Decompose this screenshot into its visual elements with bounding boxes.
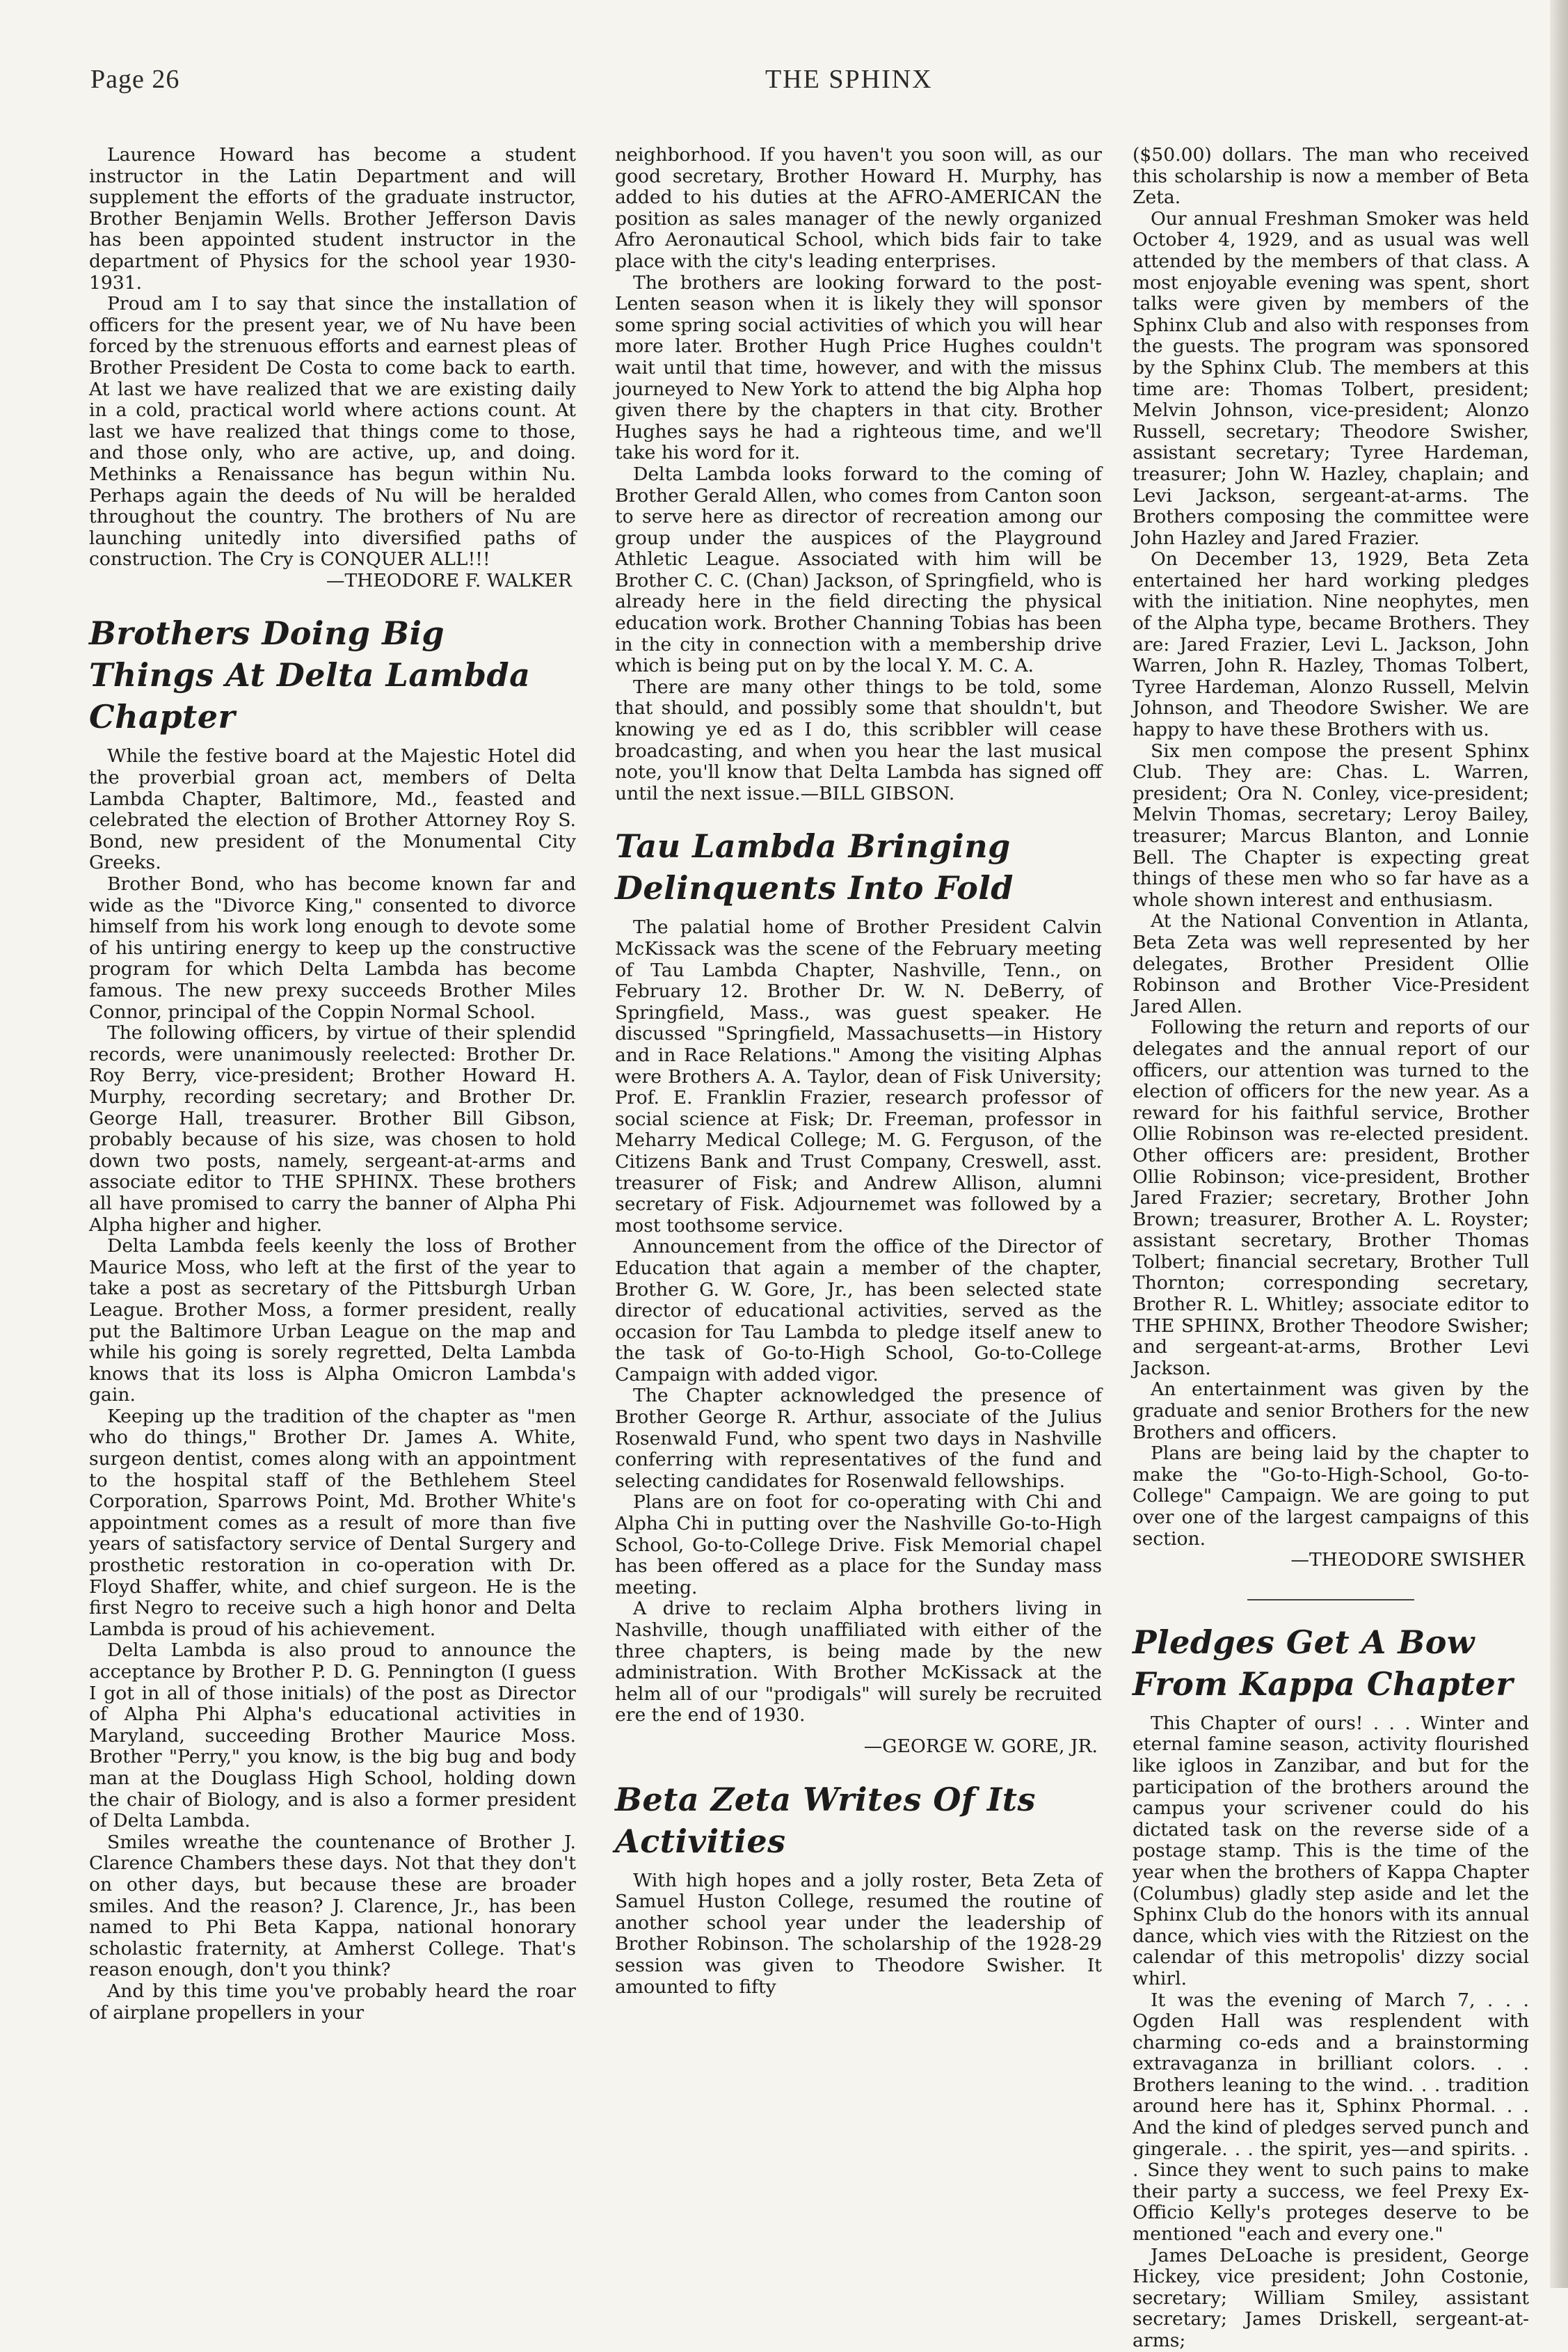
paragraph: Plans are on foot for co-operating with Chi and Alpha Chi in putting over the Nashville Go-to-High School, Go-to-College Drive. Fisk Memorial chapel has been offered as a place for the Sunday mass meeting.	[615, 1491, 1102, 1598]
paragraph: With high hopes and a jolly roster, Beta Zeta of Samuel Huston College, resumed the routine of another school year under the leadership of Brother Robinson. The scholarship of the 1928-29 session was given to Theodore Swisher. It amounted to fifty	[615, 1869, 1102, 1998]
article-headline: Brothers Doing Big Things At Delta Lambda Chapter	[89, 614, 531, 736]
paragraph: On December 13, 1929, Beta Zeta entertained her hard working pledges with the initiation. Nine neophytes, men of the Alpha type, became Brothers. They are: Jared Frazier, Levi L. Jackson, John Warren, John R. Hazley, Thomas Tolbert, Tyree Hardeman, Alonzo Russell, Melvin Johnson, and Theodore Swisher. We are happy to have these Brothers with us.	[1133, 548, 1529, 741]
byline: —THEODORE SWISHER	[1290, 1549, 1525, 1571]
paragraph: ($50.00) dollars. The man who received this scholarship is now a member of Beta Zeta.	[1133, 144, 1529, 209]
paragraph: Plans are being laid by the chapter to make the "Go-to-High-School, Go-to-College" Campaign. We are going to put over one of the largest campaigns of this section.	[1133, 1443, 1529, 1550]
article-headline: Beta Zeta Writes Of Its Activities	[615, 1780, 1036, 1860]
running-head	[90, 64, 1526, 99]
paragraph: Delta Lambda looks forward to the coming of Brother Gerald Allen, who comes from Canton soon to serve here as director of recreation among our group under the auspices of the Playground Athletic League. Associated with him will be Brother C. C. (Chan) Jackson, of Springfield, who is already here in the field directing the physical education work. Brother Channing Tobias has been in the city in connection with a membership drive which is being put on by the local Y. M. C. A.	[615, 463, 1102, 677]
paragraph: The Chapter acknowledged the presence of Brother George R. Arthur, associate of the Julius Rosenwald Fund, who spent two days in Nashville conferring with representatives of the fund and selecting candidates for Rosenwald fellowships.	[615, 1385, 1102, 1492]
paragraph: The following officers, by virtue of their splendid records, were unanimously reelected: Brother Dr. Roy Berry, vice-president; Brother Howard H. Murphy, recording secretary; and Brother Dr. George Hall, treasurer. Brother Bill Gibson, probably because of his size, was chosen to hold down two posts, namely, sergeant-at-arms and associate editor to THE SPHINX. These brothers all have promised to carry the banner of Alpha Phi Alpha higher and higher.	[89, 1022, 576, 1236]
paragraph: James DeLoache is president, George Hickey, vice president; John Costonie, secretary; William Smiley, assistant secretary; James Driskell, sergeant-at-arms;	[1133, 2244, 1529, 2351]
journal-title: THE SPHINX	[765, 65, 933, 94]
paragraph: A drive to reclaim Alpha brothers living in Nashville, though unaffiliated with either of the three chapters, is being made by the new administration. With Brother McKissack at the helm all of our "prodigals" will surely be recruited ere the end of 1930.	[615, 1598, 1102, 1726]
paragraph: It was the evening of March 7, . . . Ogden Hall was resplendent with charming co-eds and a brainstorming extravaganza in brilliant colors. . . Brothers leaning to the wind. . . tradition around here has it, Sphinx Phormal. . . And the kind of pledges served punch and gingerale. . . the spirit, yes—and spirits. . . Since they went to such pains to make their party a success, we feel Prexy Ex-Officio Kelly's proteges deserve to be mentioned "each and every one."	[1133, 1989, 1529, 2246]
paragraph: Six men compose the present Sphinx Club. They are: Chas. L. Warren, president; Ora N. Conley, vice-president; Melvin Thomas, secretary; Leroy Bailey, treasurer; Marcus Blanton, and Lonnie Bell. The Chapter is expecting great things of these men who so far have as a whole shown interest and enthusiasm.	[1133, 740, 1529, 911]
paragraph: Our annual Freshman Smoker was held October 4, 1929, and as usual was well attended by the members of that class. A most enjoyable evening was spent, short talks were given by members of the Sphinx Club and also with responses from the guests. The program was sponsored by the Sphinx Club. The members at this time are: Thomas Tolbert, president; Melvin Johnson, vice-president; Alonzo Russell, secretary; Theodore Swisher, assistant secretary; Tyree Hardeman, treasurer; John W. Hazley, chaplain; and Levi Jackson, sergeant-at-arms. The Brothers composing the committee were John Hazley and Jared Frazier.	[1133, 207, 1529, 549]
paragraph: And by this time you've probably heard the roar of airplane propellers in your	[89, 1980, 576, 2024]
paragraph: Announcement from the office of the Director of Education that again a member of the chapter, Brother G. W. Gore, Jr., has been selected state director of educational activities, served as the occasion for Tau Lambda to pledge itself anew to the task of Go-to-High School, Go-to-College Campaign with added vigor.	[615, 1236, 1102, 1385]
paragraph: neighborhood. If you haven't you soon will, as our good secretary, Brother Howard H. Murphy, has added to his duties at the AFRO-AMERICAN the position as sales manager of the newly organized Afro Aeronautical School, which bids fair to take place with the city's leading enterprises.	[615, 144, 1102, 272]
paragraph: Delta Lambda feels keenly the loss of Brother Maurice Moss, who left at the first of the year to take a post as secretary of the Pittsburgh Urban League. Brother Moss, a former president, really put the Baltimore Urban League on the map and while his going is sorely regretted, Delta Lambda knows that its loss is Alpha Omicron Lambda's gain.	[89, 1235, 576, 1406]
paragraph: At the National Convention in Atlanta, Beta Zeta was well represented by her delegates, Brother President Ollie Robinson and Brother Vice-President Jared Allen.	[1133, 910, 1529, 1017]
page-number: Page 26	[90, 65, 180, 94]
page-binding-edge	[1550, 0, 1568, 2288]
column-1	[89, 145, 576, 2274]
byline: —THEODORE F. WALKER	[326, 569, 572, 591]
paragraph: This Chapter of ours! . . . Winter and eternal famine season, activity flourished like igloos in Zanzibar, and but for the participation of the brothers around the campus your scrivener could do his dictated task on the reverse side of a postage stamp. This is the time of the year when the brothers of Kappa Chapter (Columbus) gladly step aside and let the Sphinx Club do the honors with its annual dance, which vies with the Ritziest on the calendar of this metropolis' dizzy social whirl.	[1133, 1712, 1529, 1989]
paragraph: Laurence Howard has become a student instructor in the Latin Department and will supplement the efforts of the graduate instructor, Brother Benjamin Wells. Brother Jefferson Davis has been appointed student instructor in the department of Physics for the school year 1930-1931.	[89, 144, 576, 294]
paragraph: There are many other things to be told, some that should, and possibly some that shouldn't, but knowing ye ed as I do, this scribbler will cease broadcasting, and when you hear the last musical note, you'll know that Delta Lambda has signed off until the next issue.—BILL GIBSON.	[615, 676, 1102, 804]
byline: —GEORGE W. GORE, JR.	[863, 1735, 1098, 1757]
paragraph: While the festive board at the Majestic Hotel did the proverbial groan act, members of Delta Lambda Chapter, Baltimore, Md., feasted and celebrated the election of Brother Attorney Roy S. Bond, new president of the Monumental City Greeks.	[89, 745, 576, 874]
paragraph: Proud am I to say that since the installation of officers for the present year, we of Nu have been forced by the strenuous efforts and earnest pleas of Brother President De Costa to come back to earth. At last we have realized that we are existing daily in a cold, practical world where actions count. At last we have realized that things come to those, and those only, who are active, up, and doing. Methinks a Renaissance has begun within Nu. Perhaps again the deeds of Nu will be heralded throughout the country. The brothers of Nu are launching unitedly into diversified paths of construction. The Cry is CONQUER ALL!!!	[89, 293, 576, 571]
paragraph: The brothers are looking forward to the post-Lenten season when it is likely they will sponsor some spring social activities of which you will hear more later. Brother Hugh Price Hughes couldn't wait until that time, however, and with the missus journeyed to New York to attend the big Alpha hop given there by the chapters in that city. Brother Hughes says he had a righteous time, and we'll take his word for it.	[615, 271, 1102, 464]
paragraph: Following the return and reports of our delegates and the annual report of our officers, our attention was turned to the election of officers for the new year. As a reward for his faithful service, Brother Ollie Robinson was re-elected president. Other officers are: president, Brother Ollie Robinson; vice-president, Brother Jared Frazier; secretary, Brother John Brown; treasurer, Brother A. L. Royster; assistant secretary, Brother Thomas Tolbert; financial secretary, Brother Tull Thornton; corresponding secretary, Brother R. L. Whitley; associate editor to THE SPHINX, Brother Theodore Swisher; and sergeant-at-arms, Brother Levi Jackson.	[1133, 1017, 1529, 1379]
section-divider	[1247, 1599, 1414, 1600]
article-headline: Tau Lambda Bringing Delinquents Into Fold	[615, 827, 1014, 907]
paragraph: An entertainment was given by the graduate and senior Brothers for the new Brothers and officers.	[1133, 1378, 1529, 1443]
paragraph: Smiles wreathe the countenance of Brother J. Clarence Chambers these days. Not that they don't on other days, but because these are broader smiles. And the reason? J. Clarence, Jr., has been named to Phi Beta Kappa, national honorary scholastic fraternity, at Amherst College. That's reason enough, don't you think?	[89, 1831, 576, 1981]
article-headline: Pledges Get A Bow From Kappa Chapter	[1133, 1623, 1514, 1703]
column-2	[615, 145, 1102, 2274]
paragraph: Delta Lambda is also proud to announce the acceptance by Brother P. D. G. Pennington (I guess I got in all of those initials) of the post as Director of Alpha Phi Alpha's educational activities in Maryland, succeeding Brother Maurice Moss. Brother "Perry," you know, is the big bug and body man at the Douglass High School, holding down the chair of Biology, and is also a former president of Delta Lambda.	[89, 1639, 576, 1832]
column-3	[1133, 144, 1529, 2351]
paragraph: Brother Bond, who has become known far and wide as the "Divorce King," consented to divorce himself from his work long enough to devote some of his untiring energy to keep up the constructive program for which Delta Lambda has become famous. The new prexy succeeds Brother Miles Connor, principal of the Coppin Normal School.	[89, 873, 576, 1023]
paragraph: Keeping up the tradition of the chapter as "men who do things," Brother Dr. James A. White, surgeon dentist, comes along with an appointment to the hospital staff of the Bethlehem Steel Corporation, Sparrows Point, Md. Brother White's appointment comes as a result of more than five years of satisfactory service of Dental Surgery and prosthetic restoration in co-operation with Dr. Floyd Shaffer, white, and chief surgeon. He is the first Negro to receive such a high honor and Delta Lambda is proud of his achievement.	[89, 1405, 576, 1640]
paragraph: The palatial home of Brother President Calvin McKissack was the scene of the February meeting of Tau Lambda Chapter, Nashville, Tenn., on February 12. Brother Dr. W. N. DeBerry, of Springfield, Mass., was guest speaker. He discussed "Springfield, Massachusetts—in History and in Race Relations." Among the visiting Alphas were Brothers A. A. Taylor, dean of Fisk University; Prof. E. Franklin Frazier, research professor of social science at Fisk; Dr. Freeman, professor in Meharry Medical College; M. G. Ferguson, of the Citizens Bank and Trust Company, Creswell, asst. treasurer of Fisk; and Andrew Allison, alumni secretary of Fisk. Adjournemet was followed by a most toothsome service.	[615, 916, 1102, 1237]
